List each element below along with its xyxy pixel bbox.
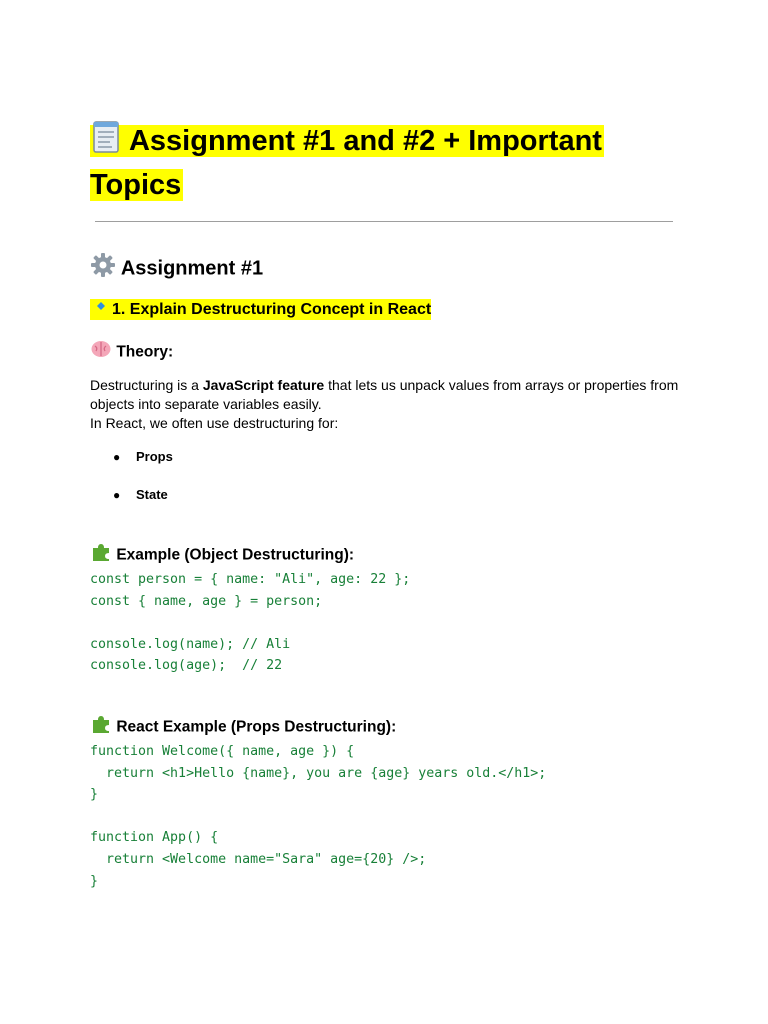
question-heading <box>90 298 431 322</box>
example1-heading-text: Example (Object Destructuring): <box>116 546 355 564</box>
example2-heading <box>90 714 396 741</box>
theory-heading-text: Theory: <box>116 343 174 361</box>
puzzle-piece-icon <box>90 542 112 569</box>
brain-icon <box>90 339 112 366</box>
horizontal-divider <box>95 221 673 222</box>
document-title <box>90 120 650 205</box>
title-line-2: Topics <box>90 169 182 201</box>
example1-heading <box>90 542 354 569</box>
bold-term: JavaScript feature <box>202 377 325 393</box>
section-heading <box>90 252 263 286</box>
question-heading-text: 1. Explain Destructuring Concept in React <box>112 301 432 319</box>
title-line-1: Assignment #1 and #2 + Important <box>128 125 602 158</box>
receipt-icon <box>90 120 122 165</box>
list-item: ● State <box>113 487 168 502</box>
theory-heading <box>90 339 173 366</box>
gear-icon <box>90 252 116 286</box>
code-block-object-destructuring: const person = { name: "Ali", age: 22 }; const { name, age } = person; console.log(name); // Ali console.log(age); // 22 <box>90 572 411 674</box>
example2-heading-text: React Example (Props Destructuring): <box>116 718 397 736</box>
code-block-props-destructuring: function Welcome({ name, age }) { return <h1>Hello {name}, you are {age} years old.</h1>; } function App() { return <Welcome name="Sara" age={20} />; } <box>90 744 547 889</box>
blue-diamond-icon <box>90 298 112 322</box>
list-item: ● Props <box>113 449 173 464</box>
puzzle-piece-icon <box>90 714 112 741</box>
theory-paragraph: Destructuring is a JavaScript feature that lets us unpack values from arrays or properties from objects into separate variables easily. In React, we often use destructuring for: <box>90 377 679 431</box>
section-heading-text: Assignment #1 <box>120 257 264 280</box>
